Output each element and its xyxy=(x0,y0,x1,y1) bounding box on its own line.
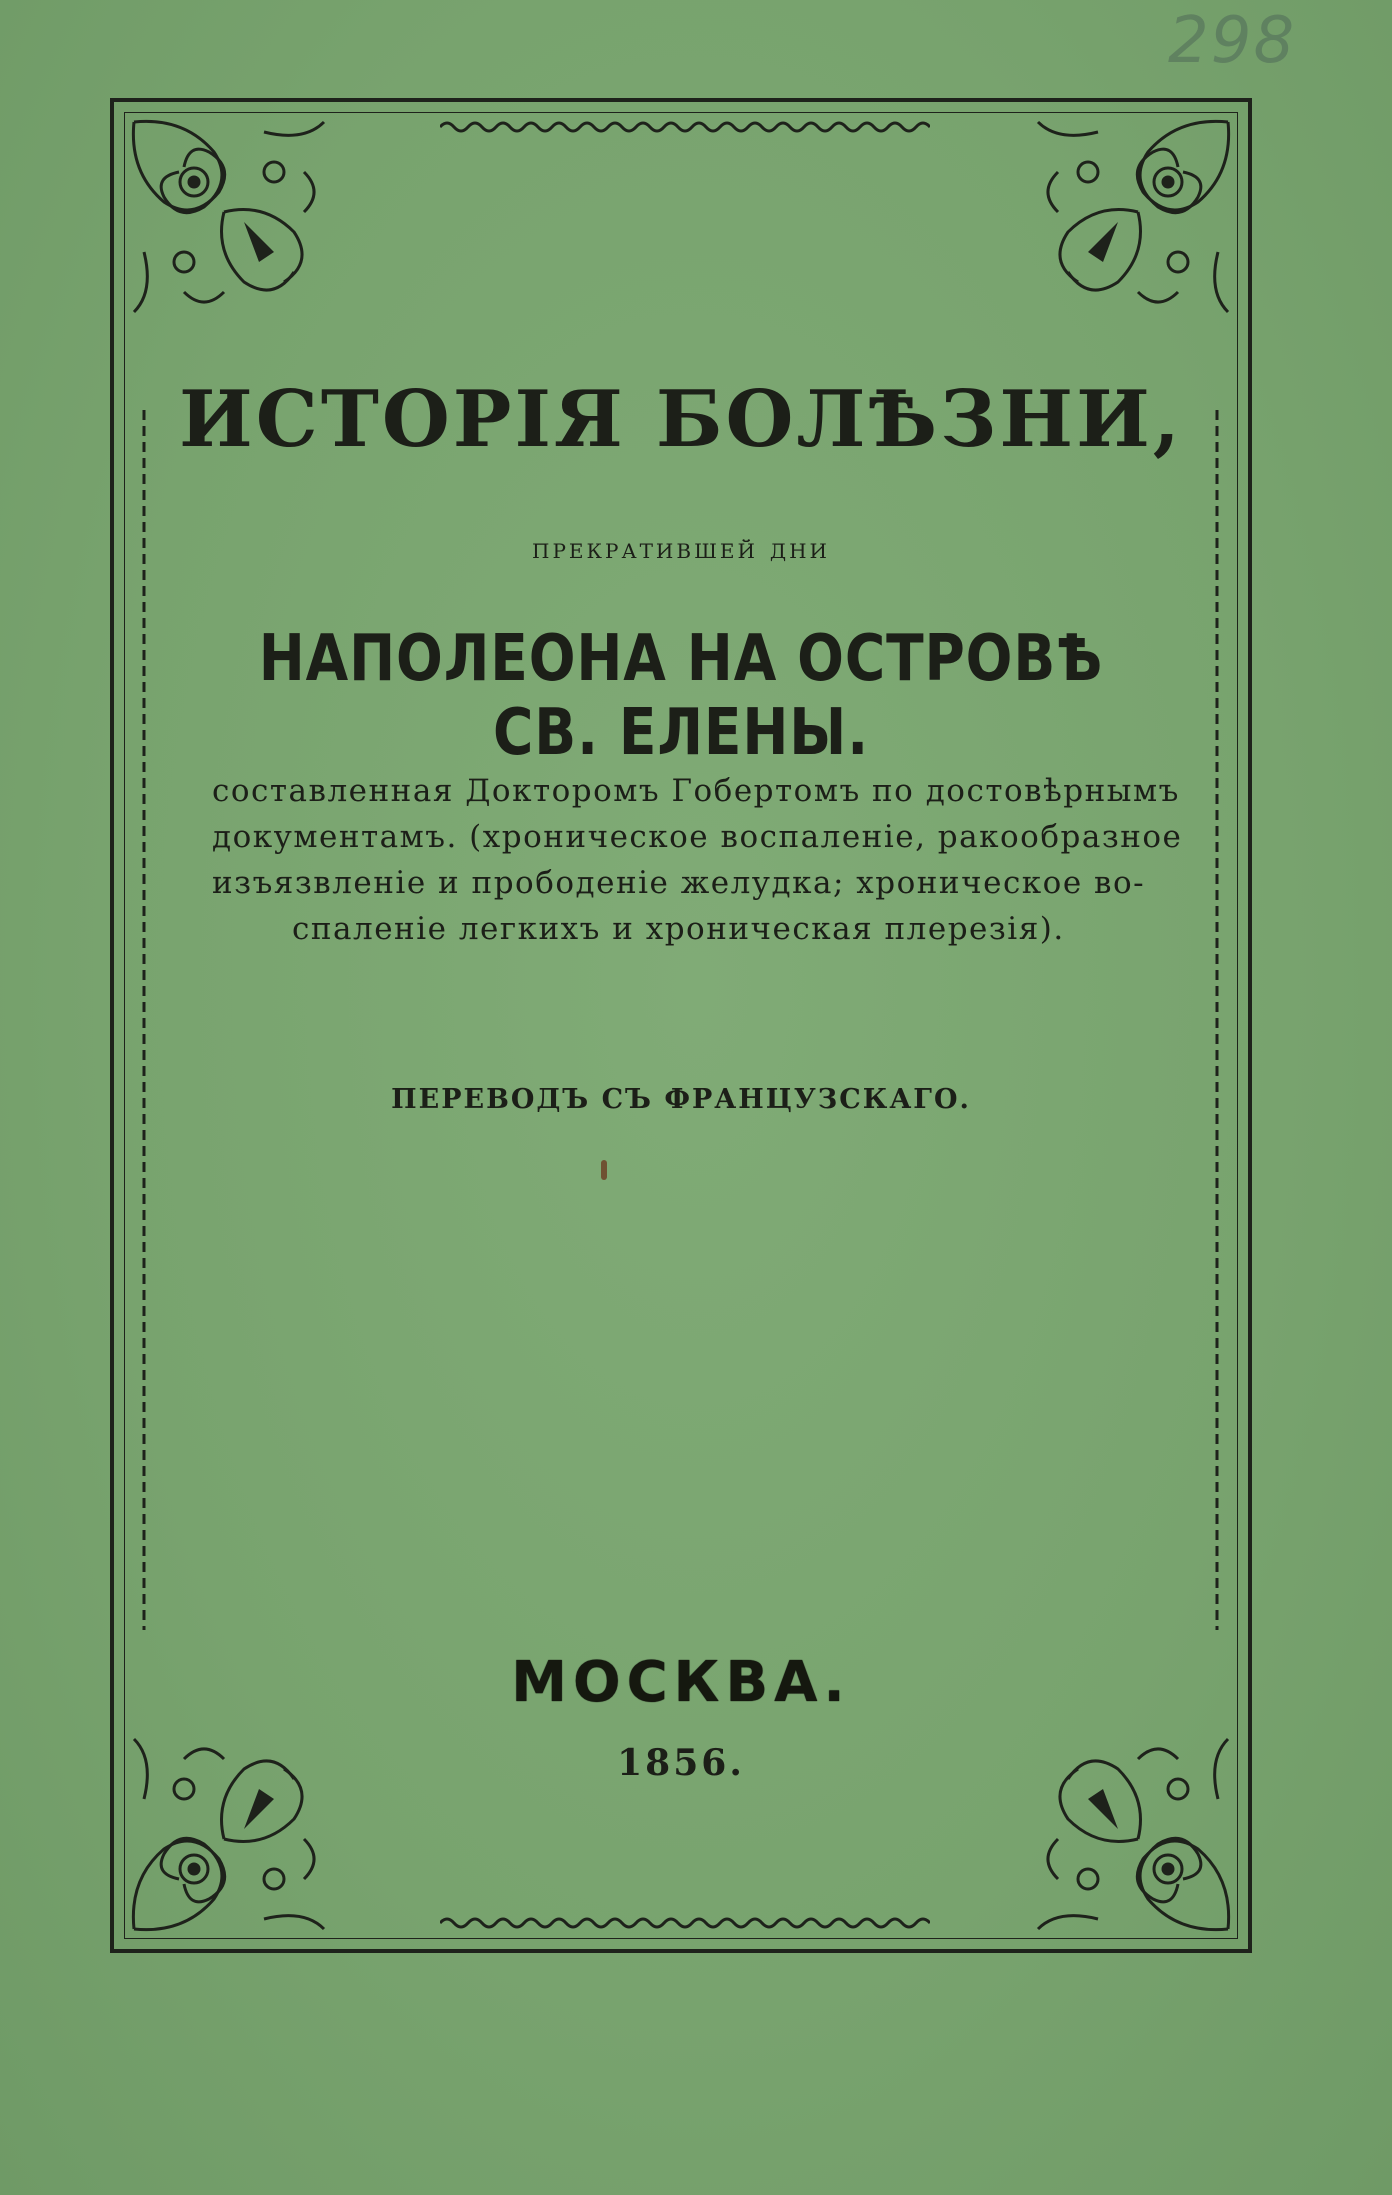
book-subtitle: прекратившей дни xyxy=(532,532,830,565)
corner-ornament-top-right xyxy=(1008,112,1238,342)
corner-ornament-top-left xyxy=(124,112,354,342)
publication-year: 1856. xyxy=(617,1742,745,1784)
handwritten-shelfmark: 298 xyxy=(1168,4,1297,78)
book-title: ИСТОРІЯ БОЛѢЗНИ, xyxy=(179,374,1183,465)
bottom-chain-ornament xyxy=(440,1912,930,1934)
description-line: изъязвленіе и прободеніе желудка; хроническое во- xyxy=(212,865,1146,901)
translation-note: ПЕРЕВОДЪ СЪ ФРАНЦУЗСКАГО. xyxy=(391,1084,971,1115)
publication-city: МОСКВА. xyxy=(511,1650,851,1715)
description-line: спаленіе легкихъ и хроническая плерезія). xyxy=(292,911,1065,947)
ink-spot xyxy=(601,1160,607,1180)
book-description xyxy=(212,768,1183,952)
top-chain-ornament xyxy=(440,116,930,138)
right-chain-ornament xyxy=(1206,410,1228,1630)
description-line: составленная Докторомъ Гобертомъ по достовѣрнымъ xyxy=(212,773,1180,809)
description-line: документамъ. (хроническое воспаленіе, ракообразное xyxy=(212,819,1183,855)
book-headline: НАПОЛЕОНА НА ОСТРОВѢ СВ. ЕЛЕНЫ. xyxy=(258,622,1104,770)
left-chain-ornament xyxy=(133,410,155,1630)
